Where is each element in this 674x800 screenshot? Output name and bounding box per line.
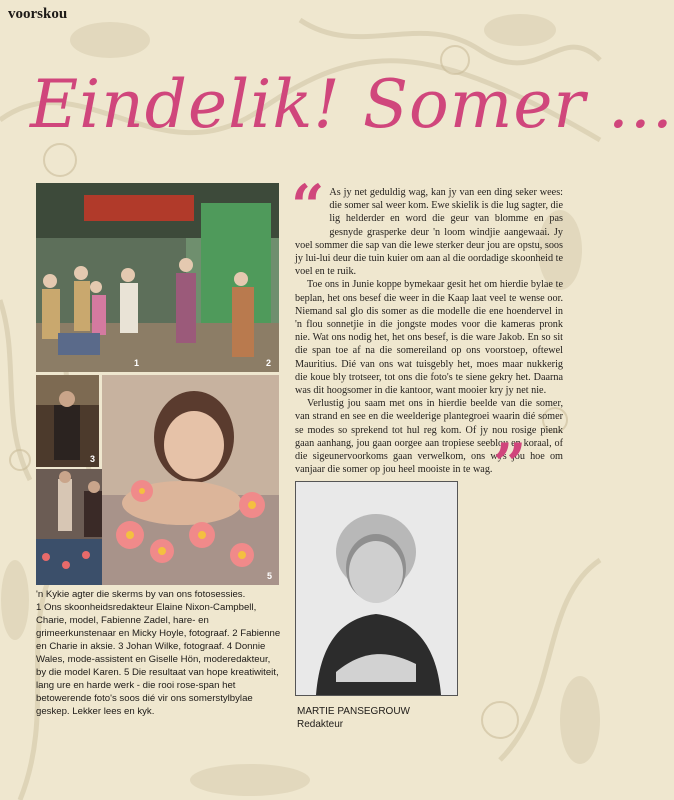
editor-role: Redakteur	[297, 719, 344, 730]
article-paragraph-1: As jy net geduldig wag, kan jy van een ding seker wees: die somer sal weer kom. Ewe skielik is die lug sagter, die lig helderder en word die geur van blomme en pas gesnyde grasperke deur 'n loom windjie aangewaai. Jy voel sommer die sap van die lewe sterker deur jou are opstu, soos jy lui-lui deur die tuin kuier om aan al die oordadige skoonheid te voel en te ruik.	[295, 187, 563, 278]
section-label: voorskou	[8, 6, 68, 22]
headline: Eindelik! Somer ...	[30, 66, 674, 143]
close-quote-mark: ”	[493, 431, 527, 499]
editor-portrait	[295, 481, 458, 696]
caption-intro: 'n Kykie agter die skerms by van ons fotosessies.	[36, 589, 246, 600]
editor-name: MARTIE PANSEGROUW	[297, 706, 410, 717]
article-paragraph-2: Toe ons in Junie koppe bymekaar gesit het om hierdie bylae te beplan, het ons besef die weer in die Kaap laat veel te wense oor. Niemand sal glo dis somer as die modelle die ene hoendervel in 'n flou sonnetjie in die jongste modes voor die kameras pronk nie. Wat ons nodig het, het ons besef, is die ware Jakob. En so sit die span toe af na die somereiland op ons voorstoep, oftewel Mauritius. Dié van ons wat tuisgebly het, moes maar nukkerig die koue bly trotseer, tot ons die foto's te siene gekry het. Daarna was dit hoogsomer in die kantoor, want mooier kry jy net nie.	[295, 279, 563, 397]
photo-collage	[36, 183, 279, 585]
open-quote-mark: “	[291, 172, 325, 240]
model-gerberas-photo	[102, 375, 279, 585]
photo-caption	[36, 588, 282, 718]
photo-number-3: 3	[90, 454, 96, 464]
photo-number-5: 5	[267, 571, 273, 581]
crew-photo	[36, 183, 279, 372]
caption-details: 1 Ons skoonheidsredakteur Elaine Nixon-Campbell, Charie, model, Fabienne Zadel, hare- en grimeerkunstenaar en Micky Hoyle, fotograaf. 2 Fabienne en Charie in aksie. 3 Johan Wilke, fotograaf. 4 Donnie Wales, mode-assistent en Giselle Hön, moderedakteur, by die model Karen. 5 Die resultaat van hope kreatiwiteit, lang ure en harde werk - die rooi rose-span het betowerende foto's soos dié vir ons somerstylbylae geskep. Lekker lees en kyk.	[36, 602, 281, 717]
photo-number-1: 1	[134, 358, 140, 368]
article-paragraph-3: Verlustig jou saam met ons in hierdie beelde van die somer, van strand en see en die weelderige plantegroei waarin dié somer se modes so sprekend tot hul reg kom. Of jy nou rosige pienk gaan aanhang, jou gaan oorgee aan tropiese seeblou en koraal, of die sigeunervoorkoms gaan verwelkom, ons wys jou hoe om vanjaar die somer op jou heel mooiste in te wag.	[295, 398, 563, 476]
photographer-photo	[36, 375, 99, 467]
photo-number-2: 2	[266, 358, 272, 368]
